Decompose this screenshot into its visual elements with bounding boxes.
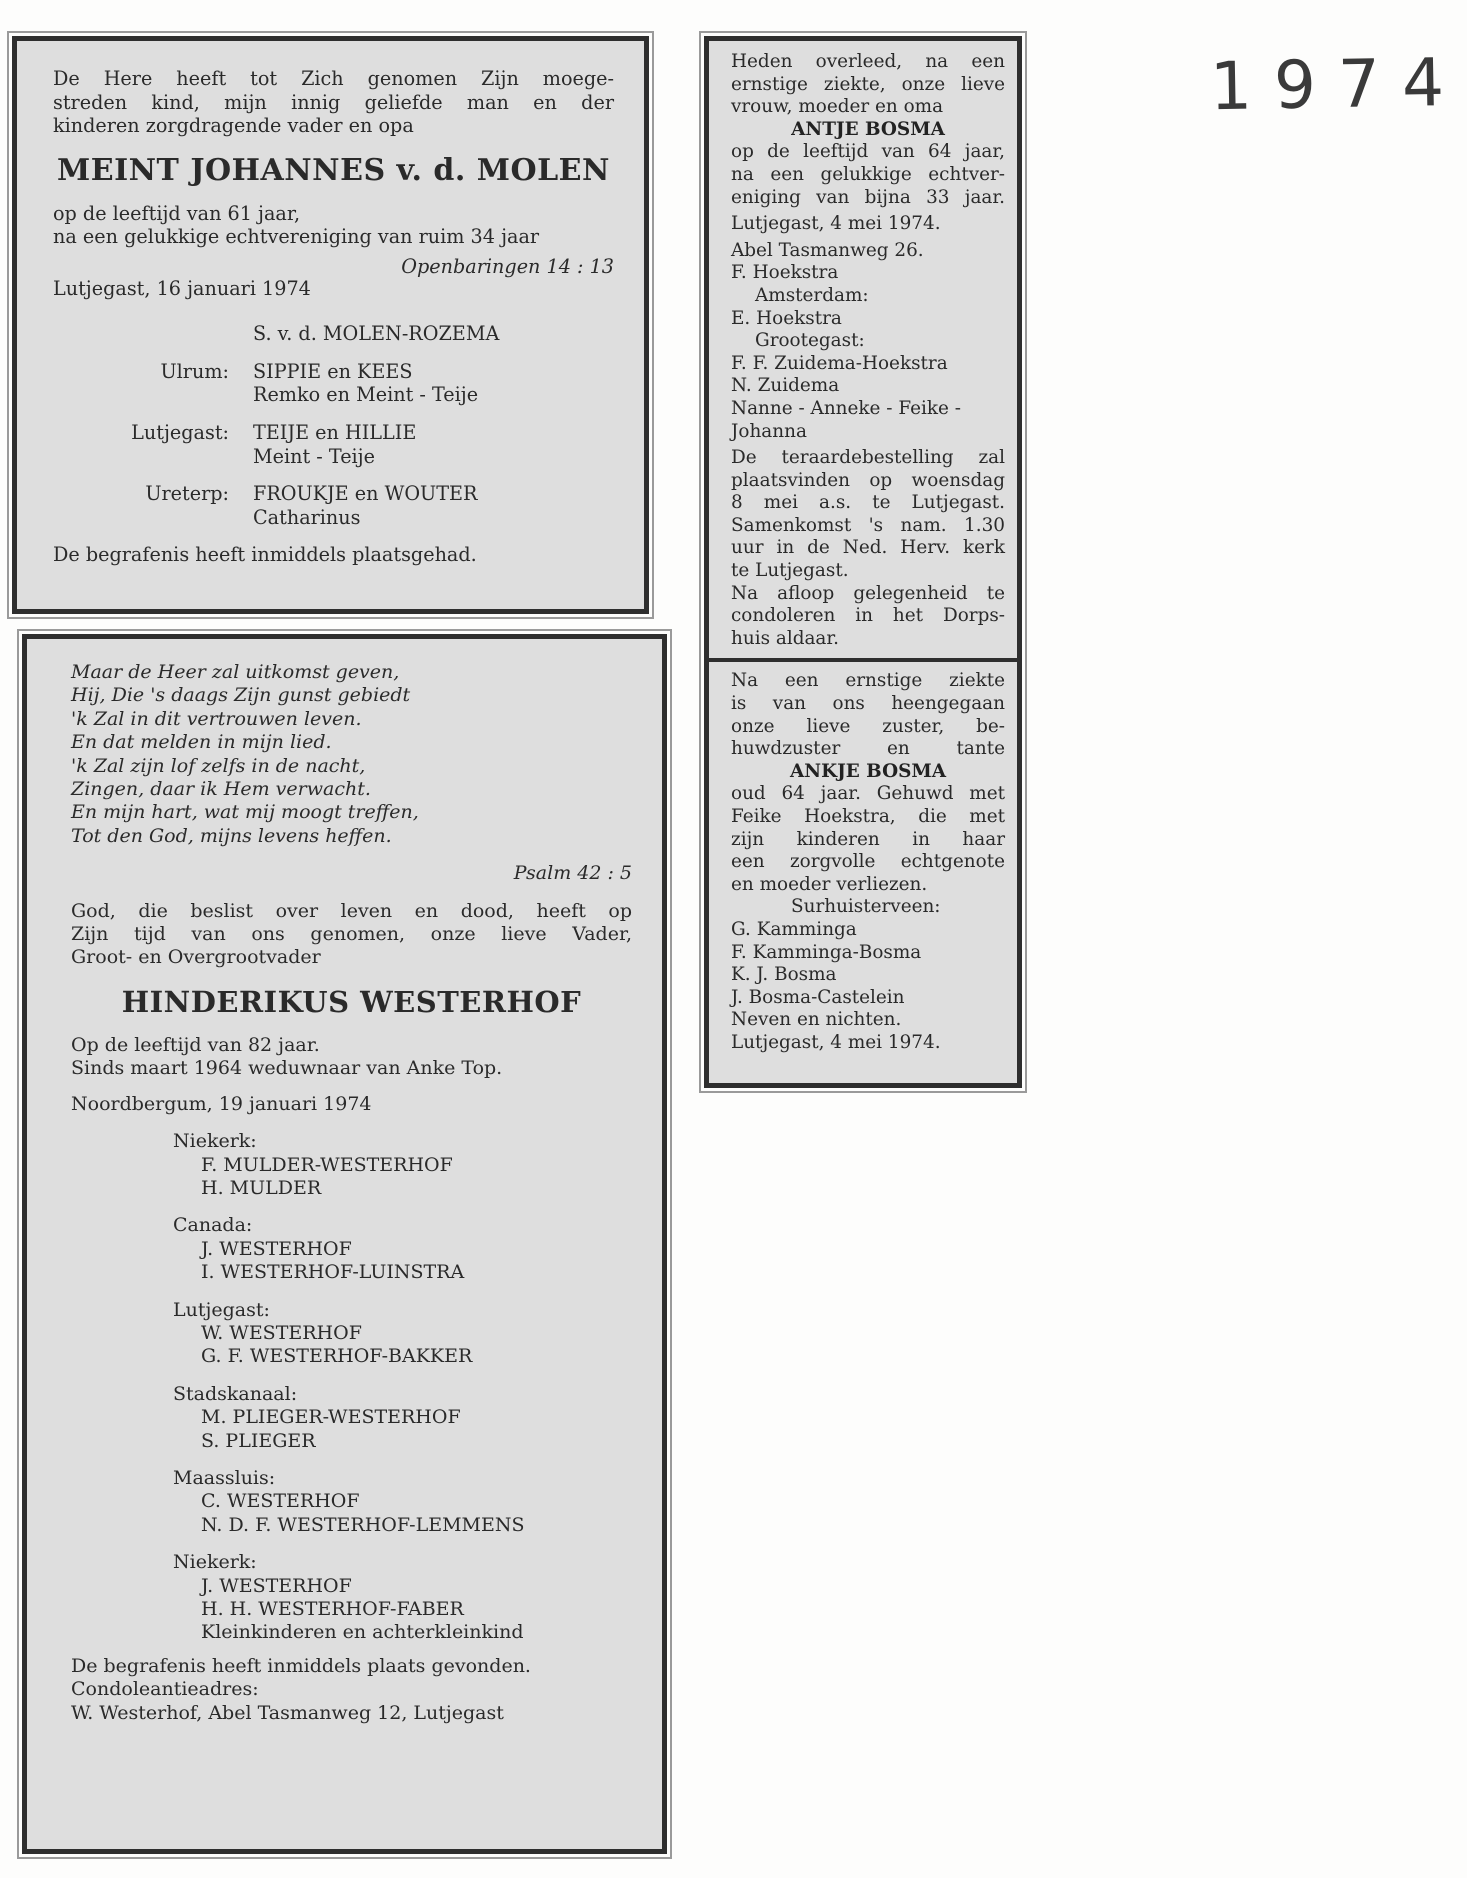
condole-line: huis aldaar. [731,627,840,649]
lead-line: onze lieve zuster, be- [731,715,1005,737]
group-member: C. WESTERHOF [201,1490,360,1513]
gathering-info [731,515,1005,583]
lead-line: De Here heeft tot Zich genomen Zijn moege- [53,67,614,90]
group-location: Maassluis: [173,1466,276,1489]
group-member: FROUKJE en WOUTER [253,482,478,506]
obituary-antje-bosma [731,51,1005,650]
family-group [71,1214,632,1284]
lead-line: Groot- en Overgrootvader [71,946,321,969]
place-date: Lutjegast, 4 mei 1974. [731,1031,941,1053]
family-group [71,1383,632,1453]
widow-name: S. v. d. MOLEN-ROZEMA [253,322,500,346]
handwritten-year: 1974 [1209,43,1467,126]
group-location: Ulrum: [160,359,229,383]
family-line: G. Kamminga [731,918,857,940]
funeral-note [71,1655,632,1725]
family-line: F. F. Zuidema-Hoekstra [731,352,948,374]
condole-info [731,583,1005,651]
obituary-lead [53,67,614,138]
age-line: na een gelukkige echtvereniging van ruim 34 jaar [53,225,540,249]
group-location: Niekerk: [173,1551,257,1574]
family-location: Grootegast: [755,330,865,352]
age-line: op de leeftijd van 61 jaar, [53,201,301,225]
family-line: Johanna [731,420,807,442]
obituary-hinderikus-westerhof [22,634,667,1854]
place-date: Lutjegast, 4 mei 1974. [731,213,941,235]
family-line: F. Kamminga-Bosma [731,941,922,963]
condole-line: condoleren in het Dorps- [731,605,1005,627]
body-block [731,783,1005,896]
gathering-line: te Lutjegast. [731,560,849,582]
psalm-line: Zingen, daar ik Hem verwacht. [71,778,371,801]
group-member: Remko en Meint - Teije [253,383,479,407]
funeral-info [731,447,1005,515]
funeral-note: De begrafenis heeft inmiddels plaatsgehad. [53,543,477,567]
gathering-line: uur in de Ned. Herv. kerk [731,537,1005,559]
notice-divider [709,658,1017,662]
family-line: Nanne - Anneke - Feike - [731,397,961,419]
age-line: op de leeftijd van 64 jaar, [731,141,1005,163]
group-member: SIPPIE en KEES [253,359,413,383]
footer-line: De begrafenis heeft inmiddels plaats gevonden. [71,1654,531,1677]
deceased-name: ANTJE BOSMA [791,118,945,140]
obituary-lead [71,900,632,970]
bible-verse: Openbaringen 14 : 13 [401,254,614,278]
funeral-line: plaatsvinden op woensdag [731,469,1005,491]
family-group [53,482,614,529]
family-line: J. Bosma-Castelein [731,986,905,1008]
age-line: Sinds maart 1964 weduwnaar van Anke Top. [71,1057,503,1080]
footer-line: W. Westerhof, Abel Tasmanweg 12, Lutjegast [71,1701,504,1724]
body-line: Feike Hoekstra, die met [731,806,1005,827]
psalm-reference: Psalm 42 : 5 [513,862,632,885]
group-location: Lutjegast: [131,420,229,444]
group-location: Ureterp: [145,482,229,506]
family-group [71,1130,632,1200]
group-member: W. WESTERHOF [201,1321,362,1344]
deceased-name: MEINT JOHANNES v. d. MOLEN [57,152,610,188]
lead-line: vrouw, moeder en oma [731,96,944,118]
lead-line: kinderen zorgdragende vader en opa [53,114,414,138]
group-member: J. WESTERHOF [201,1237,352,1260]
funeral-line: De teraardebestelling zal [731,447,1005,469]
group-member: G. F. WESTERHOF-BAKKER [201,1345,473,1368]
obituary-lead [731,51,1005,119]
lead-line: ernstige ziekte, onze lieve [731,73,1005,95]
place-date: Lutjegast, 16 januari 1974 [53,276,311,300]
funeral-line: 8 mei a.s. te Lutjegast. [731,492,1005,514]
family-line: K. J. Bosma [731,964,837,986]
group-location: Niekerk: [173,1130,257,1153]
body-line: zijn kinderen in haar [731,828,1005,850]
psalm-verse [71,661,632,848]
obituary-bosma-column [704,36,1022,1088]
gathering-line: Samenkomst 's nam. 1.30 [731,514,1005,536]
family-group [53,360,614,407]
psalm-line: En mijn hart, wat mij moogt treffen, [71,801,419,824]
group-location: Canada: [173,1214,253,1237]
lead-line: streden kind, mijn innig geliefde man en der [53,90,614,114]
family-line: F. Hoekstra [731,262,839,284]
group-member: N. D. F. WESTERHOF-LEMMENS [201,1513,525,1536]
psalm-line: Hij, Die 's daags Zijn gunst gebiedt [71,684,411,707]
body-line: oud 64 jaar. Gehuwd met [731,783,1005,805]
age-line: na een gelukkige echtver- [731,163,1005,185]
psalm-line: Tot den God, mijns levens heffen. [71,824,392,847]
group-member: I. WESTERHOF-LUINSTRA [201,1261,465,1284]
family-line: Neven en nichten. [731,1009,902,1031]
group-member: Kleinkinderen en achterkleinkind [201,1621,524,1644]
family-line: E. Hoekstra [731,307,842,329]
group-member: Meint - Teije [253,444,375,468]
group-location: Stadskanaal: [173,1382,298,1405]
group-member: F. MULDER-WESTERHOF [201,1153,453,1176]
group-member: Catharinus [253,505,361,529]
family-group [53,421,614,468]
footer-line: Condoleantieadres: [71,1678,259,1701]
place-date: Noordbergum, 19 januari 1974 [71,1092,372,1115]
body-line: een zorgvolle echtgenote [731,851,1005,873]
family-line: N. Zuidema [731,375,840,397]
group-location: Lutjegast: [173,1298,270,1321]
age-line: eniging van bijna 33 jaar. [731,186,1005,208]
family-group [71,1299,632,1369]
group-member: TEIJE en HILLIE [253,420,417,444]
group-member: M. PLIEGER-WESTERHOF [201,1406,461,1429]
obituary-meint-van-der-molen [12,36,649,614]
lead-line: huwdzuster en tante [731,738,1005,760]
body-line: en moeder verliezen. [731,873,928,895]
family-location: Surhuisterveen: [791,896,941,918]
deceased-name: ANKJE BOSMA [790,760,946,782]
lead-line: Zijn tijd van ons genomen, onze lieve Vader, [71,923,632,946]
age-block [731,141,1005,209]
age-line: Op de leeftijd van 82 jaar. [71,1033,320,1056]
psalm-line: 'k Zal zijn lof zelfs in de nacht, [71,754,366,777]
lead-line: is van ons heengegaan [731,693,1005,715]
group-member: H. H. WESTERHOF-FABER [201,1598,464,1620]
group-member: J. WESTERHOF [201,1574,352,1597]
family-location: Amsterdam: [755,284,869,306]
lead-line: God, die beslist over leven en dood, heeft op [71,899,632,922]
group-member: H. MULDER [201,1176,322,1199]
condole-line: Na afloop gelegenheid te [731,582,1005,604]
psalm-line: Maar de Heer zal uitkomst geven, [71,661,400,683]
psalm-line: 'k Zal in dit vertrouwen leven. [71,707,362,730]
family-group [71,1551,632,1645]
family-group [71,1467,632,1537]
obituary-lead [731,670,1005,760]
deceased-name: HINDERIKUS WESTERHOF [121,984,582,1019]
obituary-ankje-bosma [731,670,1005,1054]
psalm-line: En dat melden in mijn lied. [71,731,332,754]
lead-line: Heden overleed, na een [731,51,1005,72]
address: Abel Tasmanweg 26. [731,239,924,261]
group-member: S. PLIEGER [201,1429,316,1452]
lead-line: Na een ernstige ziekte [731,670,1005,692]
